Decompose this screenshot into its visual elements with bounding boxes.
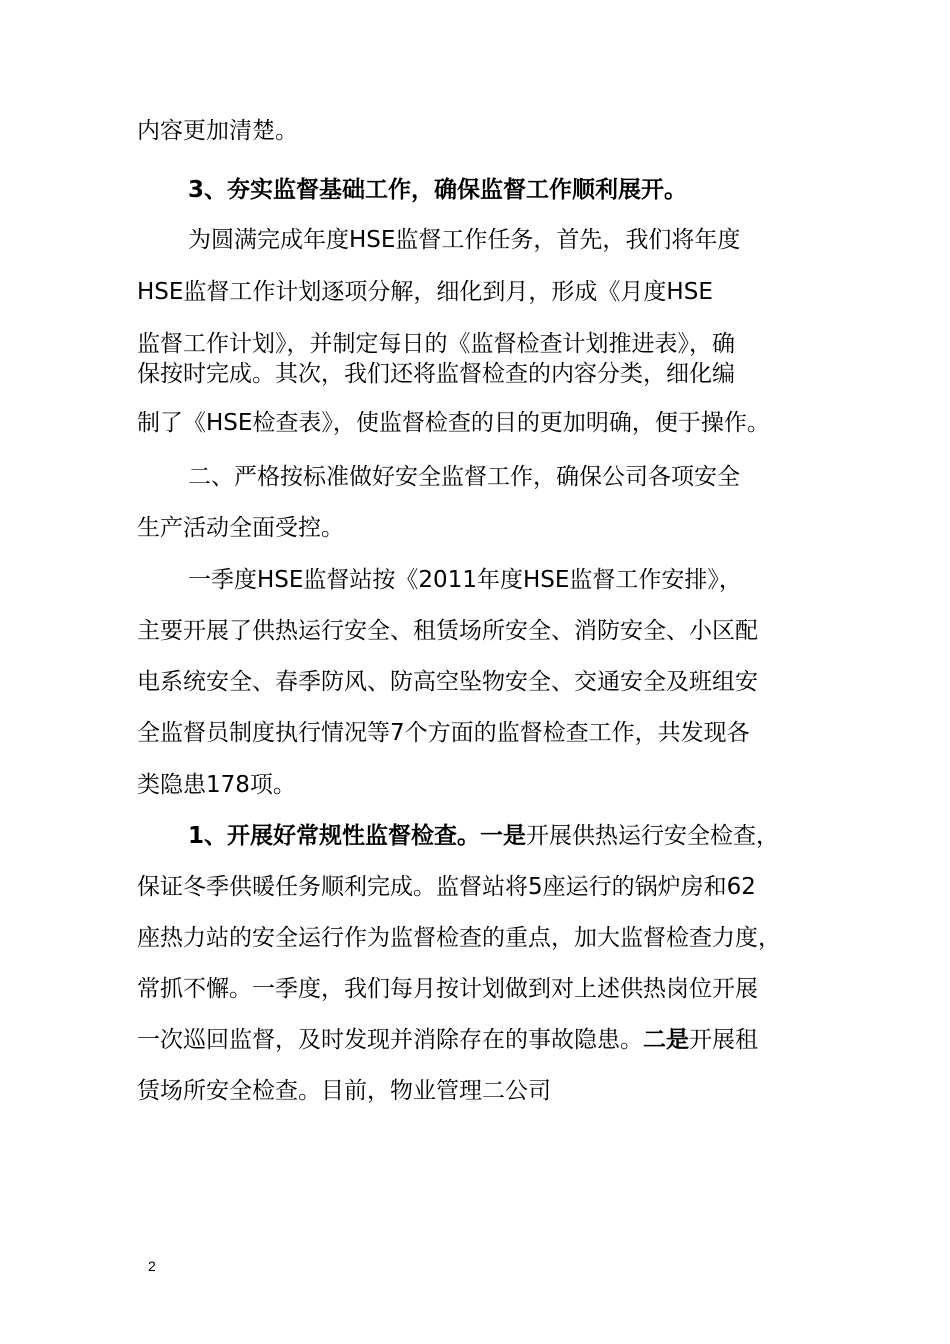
text-line-9: 生产活动全面受控。 (137, 515, 344, 541)
text-line-3: 为圆满完成年度HSE监督工作任务，首先，我们将年度 (188, 227, 741, 253)
text-line-13: 全监督员制度执行情况等7个方面的监督检查工作，共发现各 (137, 720, 750, 746)
text-line-19-start: 一次巡回监督，及时发现并消除存在的事故隐患。 (137, 1027, 643, 1053)
text-line-11: 主要开展了供热运行安全、租赁场所安全、消防安全、小区配 (137, 618, 758, 644)
text-line-6: 保按时完成。其次，我们还将监督检查的内容分类，细化编 (137, 361, 735, 387)
text-line-1: 内容更加清楚。 (137, 118, 298, 144)
subheading-1: 1、开展好常规性监督检查。一是 (188, 823, 527, 849)
text-line-19 (137, 1025, 758, 1055)
text-line-10: 一季度HSE监督站按《2011年度HSE监督工作安排》， (188, 567, 742, 593)
text-line-5: 监督工作计划》，并制定每日的《监督检查计划推进表》，确 (137, 331, 735, 357)
text-line-7: 制了《HSE检查表》，使监督检查的目的更加明确，便于操作。 (137, 410, 770, 436)
text-line-14: 类隐患178项。 (137, 772, 296, 798)
bold-marker-erhshi: 二是 (643, 1027, 689, 1053)
text-line-4: HSE监督工作计划逐项分解，细化到月，形成《月度HSE (137, 279, 713, 305)
section-heading-3: 3、夯实监督基础工作，确保监督工作顺利展开。 (188, 177, 688, 203)
section-heading-2: 二、严格按标准做好安全监督工作，确保公司各项安全 (188, 464, 740, 490)
text-line-19-end: 开展租 (689, 1027, 758, 1053)
text-line-18: 常抓不懈。一季度，我们每月按计划做到对上述供热岗位开展 (137, 976, 758, 1002)
text-line-15 (188, 821, 779, 851)
text-line-20: 赁场所安全检查。目前，物业管理二公司 (137, 1078, 551, 1104)
text-line-17: 座热力站的安全运行作为监督检查的重点，加大监督检查力度， (137, 925, 781, 951)
page-number: 2 (148, 1258, 156, 1274)
text-line-12: 电系统安全、春季防风、防高空坠物安全、交通安全及班组安 (137, 669, 758, 695)
text-line-16: 保证冬季供暖任务顺利完成。监督站将5座运行的锅炉房和62 (137, 874, 756, 900)
text-line-15-rest: 开展供热运行安全检查， (526, 823, 780, 849)
